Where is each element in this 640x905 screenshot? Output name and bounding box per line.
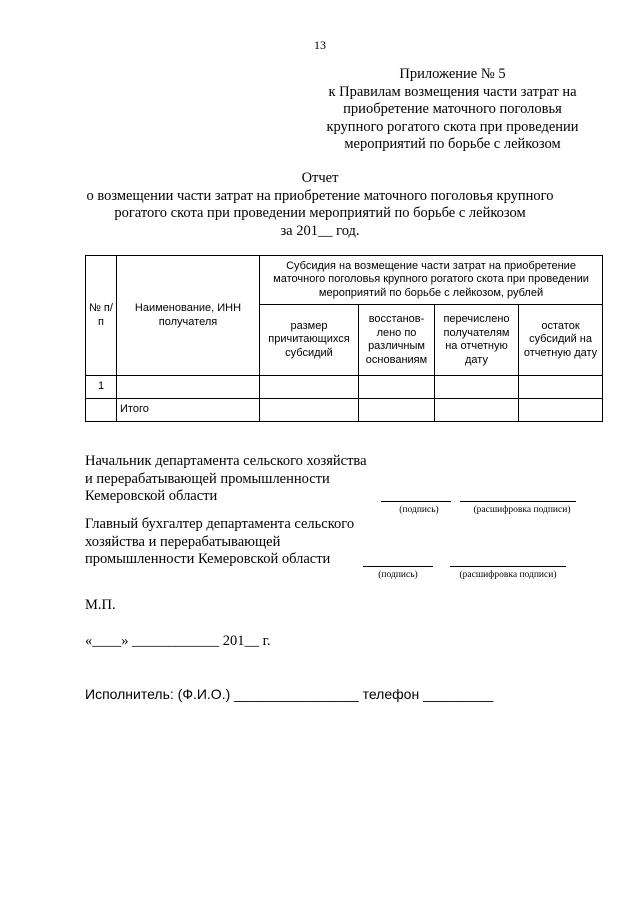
head-signature-line[interactable] [381, 501, 451, 502]
table-cell[interactable] [435, 376, 519, 399]
table-total-row [86, 399, 603, 422]
head-signature-title [85, 453, 367, 506]
column-header-due-subsidy: размер причитающихся субсидий [260, 305, 359, 376]
column-header-transferred: перечислено получателям на отчетную дату [435, 305, 519, 376]
appendix-header [305, 66, 600, 154]
appendix-line: мероприятий по борьбе с лейкозом [344, 136, 561, 152]
subsidy-table [85, 255, 603, 422]
table-cell[interactable] [117, 376, 260, 399]
table-cell[interactable] [359, 399, 435, 422]
total-label: Итого [117, 399, 260, 422]
signature-title-line: Кемеровской области [85, 488, 218, 504]
accountant-decode-caption: (расшифровка подписи) [459, 570, 557, 580]
column-group-header: Субсидия на возмещение части затрат на приобретение маточного поголовья крупного рогатого скота при проведении мероприятий по борьбе с лейкозом, рублей [260, 256, 603, 305]
table-cell [86, 399, 117, 422]
column-header-recipient: Наименование, ИНН получателя [117, 256, 260, 376]
signature-title-line: и перерабатывающей промышленности [85, 470, 330, 487]
date-field[interactable]: «____» ____________ 201__ г. [85, 633, 271, 649]
appendix-title: Приложение № 5 [399, 66, 506, 82]
accountant-sign-caption: (подпись) [378, 570, 418, 580]
signature-title-line: хозяйства и перерабатывающей [85, 533, 281, 550]
accountant-signature-title [85, 516, 354, 569]
stamp-label: М.П. [85, 597, 116, 613]
appendix-line: приобретение маточного поголовья [343, 101, 562, 117]
table-cell[interactable] [519, 399, 603, 422]
accountant-signature-line[interactable] [363, 566, 433, 567]
table-cell[interactable] [359, 376, 435, 399]
table-cell[interactable] [260, 376, 359, 399]
column-header-number: № п/п [86, 256, 117, 376]
row-number: 1 [86, 376, 117, 399]
signature-title-line: Начальник департамента сельского хозяйства [85, 453, 367, 469]
head-decode-caption: (расшифровка подписи) [473, 505, 571, 515]
appendix-line: к Правилам возмещения части затрат на [328, 83, 577, 100]
column-header-restored: восстанов-лено по различным основаниям [359, 305, 435, 376]
head-decode-line[interactable] [460, 501, 576, 502]
accountant-decode-line[interactable] [450, 566, 566, 567]
table-cell[interactable] [435, 399, 519, 422]
signature-title-line: промышленности Кемеровской области [85, 551, 331, 567]
report-subtitle: о возмещении части затрат на приобретение маточного поголовья крупного [86, 187, 554, 204]
report-period: за 201__ год. [280, 222, 360, 239]
table-cell[interactable] [519, 376, 603, 399]
table-cell[interactable] [260, 399, 359, 422]
report-title: Отчет [301, 170, 339, 186]
appendix-line: крупного рогатого скота при проведении [326, 118, 579, 135]
executor-field[interactable]: Исполнитель: (Ф.И.О.) ________________ телефон _________ [85, 686, 494, 702]
column-header-balance: остаток субсидий на отчетную дату [519, 305, 603, 376]
report-heading [60, 170, 580, 240]
signature-title-line: Главный бухгалтер департамента сельского [85, 516, 355, 532]
head-sign-caption: (подпись) [399, 505, 439, 515]
page-number: 13 [314, 38, 326, 52]
report-subtitle: рогатого скота при проведении мероприятий по борьбе с лейкозом [114, 205, 526, 221]
table-row [86, 376, 603, 399]
